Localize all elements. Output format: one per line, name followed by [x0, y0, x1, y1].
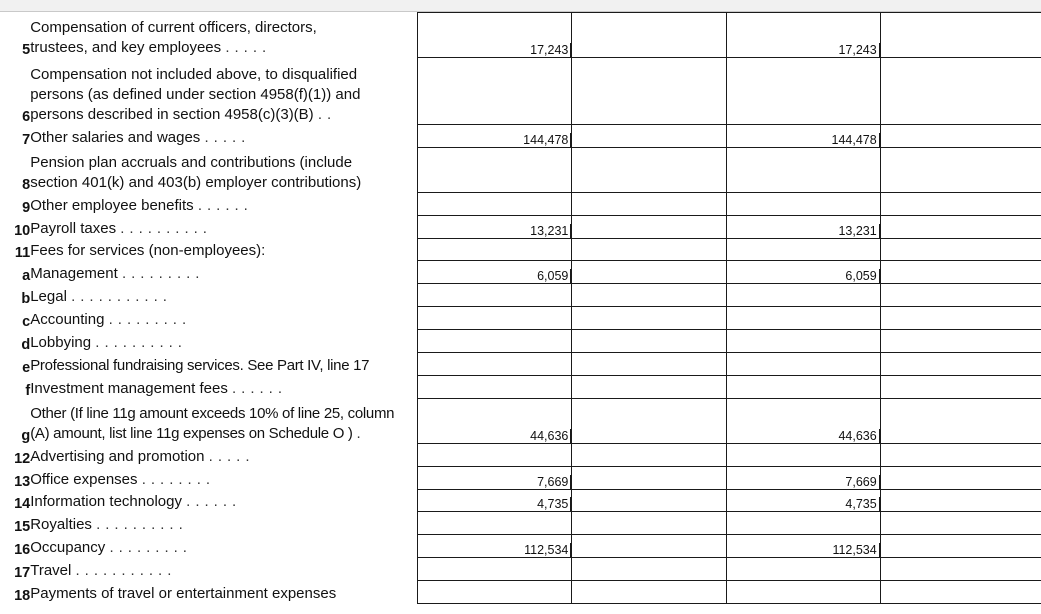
line-label-segment: Management [30, 264, 118, 282]
column-a-total-amount[interactable] [418, 239, 572, 261]
line-label-text [30, 287, 417, 307]
line-number: f [25, 382, 31, 399]
amount-value [878, 520, 880, 534]
leader-dots: ...... [232, 379, 288, 397]
line-row [0, 399, 1041, 444]
line-row [0, 125, 1041, 148]
line-label-segment: Payroll taxes [30, 219, 117, 237]
line-label-segment: Professional fundraising services. See Part IV, line 17 [30, 356, 370, 374]
line-label-segment: Compensation not included above, to disqualified [30, 65, 358, 83]
column-a-total-amount[interactable] [418, 399, 572, 444]
line-label-segment: Other employee benefits [30, 196, 194, 214]
line-label-segment: Investment management fees [30, 379, 228, 397]
leader-dots: ...... [197, 196, 253, 214]
leader-dots: ..... [208, 447, 255, 465]
line-description [30, 58, 417, 125]
line-label-segment: Other (If line 11g amount exceeds 10% of line 25, column [30, 404, 395, 422]
amount-value [878, 384, 880, 398]
column-b-program-amount[interactable] [572, 13, 726, 58]
line-number: c [22, 313, 31, 330]
line-label-text [30, 333, 417, 353]
line-description [30, 376, 417, 399]
amount-value: 144,478 [523, 133, 571, 147]
leader-dots: .......... [120, 219, 212, 237]
line-label-text [30, 128, 417, 148]
amount-value: 4,735 [537, 497, 571, 511]
line-label-text [30, 38, 417, 58]
line-number: g [21, 427, 31, 444]
column-d-fundraising-amount[interactable] [880, 125, 1041, 148]
column-d-fundraising-amount[interactable] [880, 13, 1041, 58]
line-row [0, 581, 1041, 604]
column-b-program-amount[interactable] [572, 353, 726, 376]
line-label-segment: Travel [30, 561, 72, 579]
line-label-text [30, 404, 417, 424]
column-d-fundraising-amount[interactable] [880, 444, 1041, 467]
line-label-text [30, 447, 417, 467]
column-c-management-amount[interactable] [726, 490, 880, 512]
line-row [0, 148, 1041, 193]
amount-value [878, 201, 880, 215]
column-a-total-amount[interactable] [418, 330, 572, 353]
line-row [0, 535, 1041, 558]
column-c-management-amount[interactable] [726, 125, 880, 148]
column-d-fundraising-amount[interactable] [880, 399, 1041, 444]
amount-value [569, 178, 571, 192]
amount-value [878, 452, 880, 466]
column-c-management-amount[interactable] [726, 148, 880, 193]
amount-value [569, 110, 571, 124]
line-label-segment: Royalties [30, 515, 92, 533]
line-row [0, 239, 1041, 261]
line-label-segment: Occupancy [30, 538, 106, 556]
line-row [0, 376, 1041, 399]
column-b-program-amount[interactable] [572, 58, 726, 125]
column-c-management-amount[interactable] [726, 239, 880, 261]
amount-value [569, 589, 571, 603]
line-row [0, 353, 1041, 376]
column-c-management-amount[interactable] [726, 558, 880, 581]
column-c-management-amount[interactable] [726, 399, 880, 444]
column-d-fundraising-amount[interactable] [880, 148, 1041, 193]
column-b-program-amount[interactable] [572, 512, 726, 535]
column-b-program-amount[interactable] [572, 490, 726, 512]
column-c-management-amount[interactable] [726, 330, 880, 353]
line-description [30, 261, 417, 284]
amount-value: 112,534 [524, 543, 571, 557]
line-description [30, 125, 417, 148]
column-a-total-amount[interactable] [418, 444, 572, 467]
column-b-program-amount[interactable] [572, 558, 726, 581]
line-number: d [21, 336, 31, 353]
column-b-program-amount[interactable] [572, 193, 726, 216]
line-description [30, 284, 417, 307]
amount-value [878, 178, 880, 192]
column-d-fundraising-amount[interactable] [880, 330, 1041, 353]
leader-dots: .. [317, 105, 337, 123]
column-b-program-amount[interactable] [572, 581, 726, 604]
line-label-text [30, 492, 417, 512]
line-row [0, 512, 1041, 535]
line-description [30, 581, 417, 604]
line-label-segment: section 401(k) and 403(b) employer contributions) [30, 173, 362, 191]
leader-dots: ..... [225, 38, 272, 56]
column-c-management-amount[interactable] [726, 376, 880, 399]
line-row [0, 467, 1041, 490]
amount-value [569, 520, 571, 534]
amount-value [569, 361, 571, 375]
column-a-total-amount[interactable] [418, 467, 572, 490]
leader-dots: ........... [75, 561, 177, 579]
line-label-text [30, 538, 417, 558]
line-row [0, 490, 1041, 512]
column-c-management-amount[interactable] [726, 193, 880, 216]
amount-value [878, 246, 880, 260]
amount-value: 44,636 [838, 429, 879, 443]
line-label-segment: Compensation of current officers, directors, [30, 18, 317, 36]
line-number: e [22, 359, 31, 376]
amount-value [878, 589, 880, 603]
line-description [30, 239, 417, 261]
line-row [0, 261, 1041, 284]
line-label-segment: persons described in section 4958(c)(3)(B) [30, 105, 314, 123]
line-description [30, 216, 417, 239]
column-b-program-amount[interactable] [572, 399, 726, 444]
column-d-fundraising-amount[interactable] [880, 216, 1041, 239]
column-d-fundraising-amount[interactable] [880, 284, 1041, 307]
line-label-text [30, 470, 417, 490]
leader-dots: ......... [108, 310, 192, 328]
line-label-text [30, 561, 417, 581]
line-description [30, 148, 417, 193]
column-c-management-amount[interactable] [726, 535, 880, 558]
column-d-fundraising-amount[interactable] [880, 376, 1041, 399]
column-c-management-amount[interactable] [726, 444, 880, 467]
column-b-program-amount[interactable] [572, 467, 726, 490]
amount-value: 13,231 [838, 224, 879, 238]
column-c-management-amount[interactable] [726, 216, 880, 239]
leader-dots: ........ [141, 470, 216, 488]
line-number: b [21, 290, 31, 307]
leader-dots: ........... [71, 287, 172, 305]
line-label-text [30, 515, 417, 535]
line-label-text [30, 85, 417, 105]
leader-dots: .......... [95, 333, 187, 351]
line-label-text [30, 584, 417, 604]
line-label-text [30, 356, 417, 376]
leader-dots: ......... [121, 264, 205, 282]
line-label-segment: (A) amount, list line 11g expenses on Schedule O ) [30, 424, 353, 442]
amount-value: 17,243 [838, 43, 879, 57]
column-b-program-amount[interactable] [572, 376, 726, 399]
amount-value: 6,059 [845, 269, 879, 283]
functional-expenses-table [0, 12, 1041, 604]
column-b-program-amount[interactable] [572, 148, 726, 193]
line-description [30, 307, 417, 330]
column-a-total-amount[interactable] [418, 148, 572, 193]
amount-value: 44,636 [530, 429, 571, 443]
line-label-text [30, 424, 417, 444]
column-d-fundraising-amount[interactable] [880, 193, 1041, 216]
amount-value [569, 246, 571, 260]
column-c-management-amount[interactable] [726, 467, 880, 490]
line-label-text [30, 310, 417, 330]
column-b-program-amount[interactable] [572, 307, 726, 330]
line-number: 11 [14, 244, 31, 261]
column-b-program-amount[interactable] [572, 330, 726, 353]
column-c-management-amount[interactable] [726, 13, 880, 58]
line-number: 18 [14, 587, 31, 604]
column-d-fundraising-amount[interactable] [880, 535, 1041, 558]
amount-value [878, 566, 880, 580]
line-label-segment: Legal [30, 287, 67, 305]
amount-value [569, 452, 571, 466]
line-number: a [22, 267, 31, 284]
line-description [30, 444, 417, 467]
line-row [0, 13, 1041, 58]
line-label-text [30, 241, 417, 261]
amount-value: 7,669 [845, 475, 879, 489]
column-a-total-amount[interactable] [418, 125, 572, 148]
column-d-fundraising-amount[interactable] [880, 558, 1041, 581]
column-b-program-amount[interactable] [572, 239, 726, 261]
line-label-segment: Fees for services (non-employees): [30, 241, 266, 259]
column-b-program-amount[interactable] [572, 216, 726, 239]
column-b-program-amount[interactable] [572, 125, 726, 148]
column-c-management-amount[interactable] [726, 261, 880, 284]
column-a-total-amount[interactable] [418, 284, 572, 307]
column-c-management-amount[interactable] [726, 58, 880, 125]
line-label-segment: Information technology [30, 492, 182, 510]
line-row [0, 58, 1041, 125]
leader-dots: ...... [186, 492, 242, 510]
line-label-text [30, 173, 417, 193]
column-a-total-amount[interactable] [418, 193, 572, 216]
column-d-fundraising-amount[interactable] [880, 353, 1041, 376]
line-description [30, 558, 417, 581]
column-a-total-amount[interactable] [418, 58, 572, 125]
amount-value: 17,243 [530, 43, 571, 57]
line-number: 15 [14, 518, 31, 535]
line-description [30, 490, 417, 512]
amount-value [569, 201, 571, 215]
line-label-text [30, 219, 417, 239]
amount-value: 7,669 [537, 475, 571, 489]
column-c-management-amount[interactable] [726, 284, 880, 307]
line-number: 12 [14, 450, 31, 467]
line-description [30, 512, 417, 535]
column-b-program-amount[interactable] [572, 261, 726, 284]
column-c-management-amount[interactable] [726, 512, 880, 535]
line-label-text [30, 105, 417, 125]
column-a-total-amount[interactable] [418, 261, 572, 284]
amount-value [878, 110, 880, 124]
amount-value: 144,478 [832, 133, 880, 147]
line-label-segment: trustees, and key employees [30, 38, 222, 56]
amount-value [569, 315, 571, 329]
line-label-text [30, 264, 417, 284]
amount-value: 4,735 [845, 497, 879, 511]
column-a-total-amount[interactable] [418, 535, 572, 558]
column-a-total-amount[interactable] [418, 307, 572, 330]
amount-value [569, 384, 571, 398]
column-d-fundraising-amount[interactable] [880, 467, 1041, 490]
line-label-text [30, 153, 417, 173]
leader-dots: ..... [204, 128, 251, 146]
line-label-text [30, 379, 417, 399]
column-d-fundraising-amount[interactable] [880, 581, 1041, 604]
line-number: 14 [14, 495, 31, 512]
amount-value [569, 338, 571, 352]
amount-value [878, 292, 880, 306]
line-description [30, 353, 417, 376]
column-b-program-amount[interactable] [572, 284, 726, 307]
line-description [30, 535, 417, 558]
column-a-total-amount[interactable] [418, 216, 572, 239]
leader-dots: ......... [109, 538, 192, 556]
column-a-total-amount[interactable] [418, 353, 572, 376]
column-b-program-amount[interactable] [572, 444, 726, 467]
line-description [30, 330, 417, 353]
line-row [0, 307, 1041, 330]
line-number: 6 [22, 108, 31, 125]
line-description [30, 399, 417, 444]
line-number: 9 [22, 199, 31, 216]
column-c-management-amount[interactable] [726, 307, 880, 330]
line-number: 5 [22, 41, 31, 58]
column-d-fundraising-amount[interactable] [880, 58, 1041, 125]
line-label-text [30, 18, 417, 38]
line-row [0, 330, 1041, 353]
column-a-total-amount[interactable] [418, 490, 572, 512]
amount-value [569, 292, 571, 306]
line-label-text [30, 196, 417, 216]
amount-value [878, 338, 880, 352]
column-d-fundraising-amount[interactable] [880, 490, 1041, 512]
column-a-total-amount[interactable] [418, 558, 572, 581]
line-label-segment: Accounting [30, 310, 105, 328]
line-label-segment: Other salaries and wages [30, 128, 201, 146]
line-number: 13 [14, 473, 31, 490]
column-a-total-amount[interactable] [418, 376, 572, 399]
amount-value [569, 566, 571, 580]
line-row [0, 558, 1041, 581]
column-d-fundraising-amount[interactable] [880, 307, 1041, 330]
column-a-total-amount[interactable] [418, 13, 572, 58]
line-label-segment: Payments of travel or entertainment expenses [30, 584, 337, 602]
form-990-expense-section [0, 12, 1041, 614]
column-c-management-amount[interactable] [726, 581, 880, 604]
line-description [30, 467, 417, 490]
line-number: 17 [14, 564, 31, 581]
column-c-management-amount[interactable] [726, 353, 880, 376]
line-row [0, 193, 1041, 216]
line-label-segment: Lobbying [30, 333, 92, 351]
column-d-fundraising-amount[interactable] [880, 239, 1041, 261]
amount-value: 112,534 [832, 543, 879, 557]
page-top-margin [0, 0, 1041, 12]
column-a-total-amount[interactable] [418, 581, 572, 604]
line-label-text [30, 65, 417, 85]
line-row [0, 444, 1041, 467]
line-description [30, 13, 417, 58]
column-b-program-amount[interactable] [572, 535, 726, 558]
line-label-segment: Office expenses [30, 470, 138, 488]
line-label-segment: Advertising and promotion [30, 447, 205, 465]
line-row [0, 284, 1041, 307]
line-number: 16 [14, 541, 31, 558]
line-number: 7 [22, 131, 31, 148]
line-number: 8 [22, 176, 31, 193]
line-number: 10 [14, 222, 31, 239]
amount-value: 13,231 [530, 224, 571, 238]
amount-value [878, 315, 880, 329]
line-label-segment: persons (as defined under section 4958(f)(1)) and [30, 85, 361, 103]
line-description [30, 193, 417, 216]
amount-value [878, 361, 880, 375]
amount-value: 6,059 [537, 269, 571, 283]
column-d-fundraising-amount[interactable] [880, 261, 1041, 284]
line-label-segment: Pension plan accruals and contributions (include [30, 153, 353, 171]
leader-dots: .......... [96, 515, 188, 533]
column-a-total-amount[interactable] [418, 512, 572, 535]
leader-dots: . [356, 424, 366, 442]
column-d-fundraising-amount[interactable] [880, 512, 1041, 535]
line-row [0, 216, 1041, 239]
